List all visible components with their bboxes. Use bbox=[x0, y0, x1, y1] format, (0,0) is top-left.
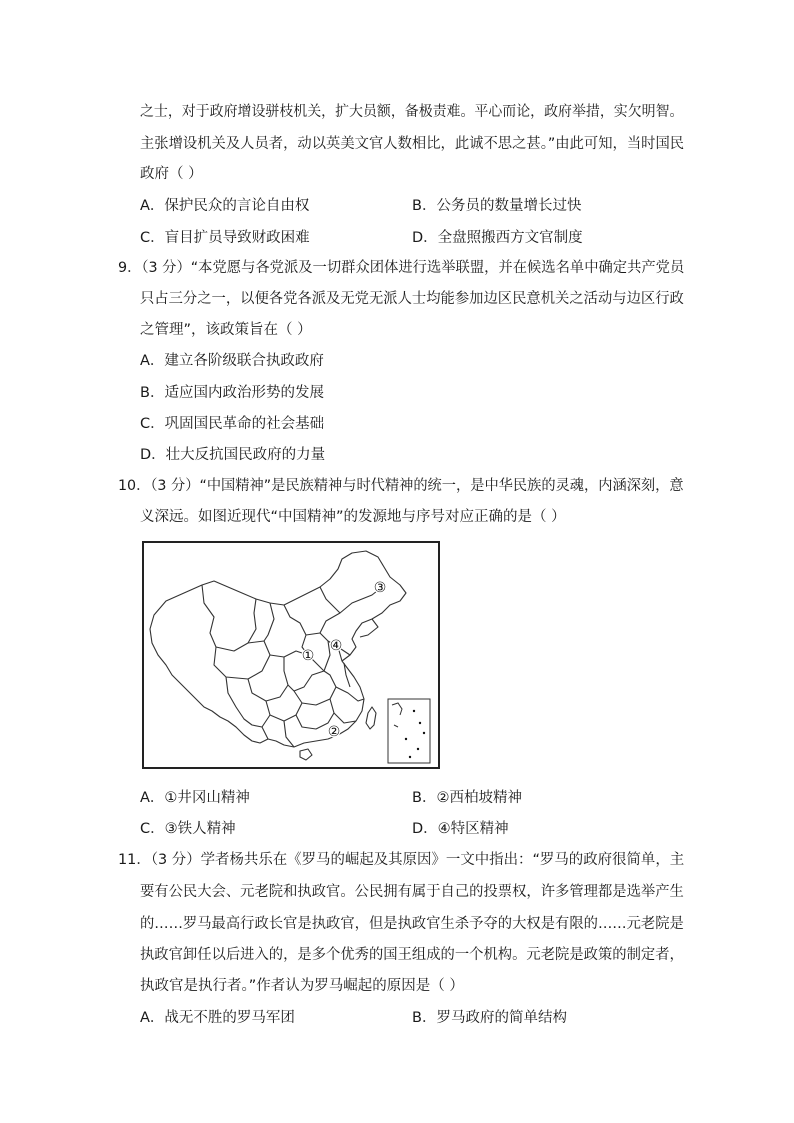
q8-line-2: 主张增设机关及人员者，动以英美文官人数相比，此诚不思之甚。”由此可知，当时国民 bbox=[140, 136, 685, 152]
q8-option-b[interactable]: B．公务员的数量增长过快 bbox=[412, 198, 582, 214]
svg-text:④: ④ bbox=[329, 638, 343, 654]
china-map-figure bbox=[142, 541, 440, 769]
china-map bbox=[144, 543, 438, 767]
taiwan-outline bbox=[366, 707, 376, 729]
q9-line-3: 之管理”，该政策旨在（ ） bbox=[140, 322, 312, 338]
q10-line-1: 10．（3 分）“中国精神”是民族精神与时代精神的统一，是中华民族的灵魂，内涵深刻，意 bbox=[118, 478, 684, 494]
south-china-sea-inset bbox=[388, 699, 430, 763]
q9-line-1: 9．（3 分）“本党愿与各党派及一切群众团体进行选举联盟，并在候选名单中确定共产党员 bbox=[118, 260, 685, 276]
map-marker-4 bbox=[330, 638, 343, 654]
svg-text:②: ② bbox=[327, 724, 341, 740]
map-marker-2 bbox=[328, 724, 341, 740]
q9-option-d[interactable]: D．壮大反抗国民政府的力量 bbox=[140, 447, 326, 463]
q8-option-c[interactable]: C．盲目扩员导致财政困难 bbox=[140, 230, 310, 246]
q11-line-1: 11．（3 分）学者杨共乐在《罗马的崛起及其原因》一文中指出：“罗马的政府很简单，主 bbox=[118, 852, 685, 868]
q9-option-b[interactable]: B．适应国内政治形势的发展 bbox=[140, 385, 324, 401]
q10-option-a[interactable]: A．①井冈山精神 bbox=[140, 790, 250, 806]
q9-option-c[interactable]: C．巩固国民革命的社会基础 bbox=[140, 416, 325, 432]
q8-line-3: 政府（ ） bbox=[140, 166, 203, 182]
q8-line-1: 之士，对于政府增设骈枝机关，扩大员额，备极责难。平心而论，政府举措，实欠明智。 bbox=[140, 104, 684, 120]
svg-text:①: ① bbox=[301, 648, 315, 664]
q11-line-5: 执政官是执行者。”作者认为罗马崛起的原因是（ ） bbox=[140, 978, 464, 994]
q11-line-4: 执政官卸任以后进入的，是多个优秀的国王组成的一个机构。元老院是政策的制定者， bbox=[140, 947, 684, 963]
q11-line-3: 的……罗马最高行政长官是执政官，但是执政官生杀予夺的大权是有限的……元老院是 bbox=[140, 916, 684, 932]
q8-option-d[interactable]: D．全盘照搬西方文官制度 bbox=[412, 230, 583, 246]
q11-line-2: 要有公民大会、元老院和执政官。公民拥有属于自己的投票权，许多管理都是选举产生 bbox=[140, 884, 684, 900]
q10-option-c[interactable]: C．③铁人精神 bbox=[140, 821, 236, 837]
q10-option-d[interactable]: D．④特区精神 bbox=[412, 821, 509, 837]
q8-option-a[interactable]: A．保护民众的言论自由权 bbox=[140, 198, 310, 214]
svg-text:③: ③ bbox=[373, 580, 387, 596]
inset-islands bbox=[405, 710, 425, 758]
q9-option-a[interactable]: A．建立各阶级联合执政政府 bbox=[140, 353, 324, 369]
map-marker-3 bbox=[374, 580, 387, 596]
q9-line-2: 只占三分之一，以便各党各派及无党无派人士均能参加边区民意机关之活动与边区行政 bbox=[140, 291, 684, 307]
q11-option-a[interactable]: A．战无不胜的罗马军团 bbox=[140, 1010, 295, 1026]
map-marker-1 bbox=[302, 648, 315, 664]
q10-line-2: 义深远。如图近现代“中国精神”的发源地与序号对应正确的是（ ） bbox=[140, 509, 566, 525]
q10-option-b[interactable]: B．②西柏坡精神 bbox=[412, 790, 522, 806]
hainan-outline bbox=[300, 749, 312, 760]
q11-option-b[interactable]: B．罗马政府的简单结构 bbox=[412, 1010, 567, 1026]
